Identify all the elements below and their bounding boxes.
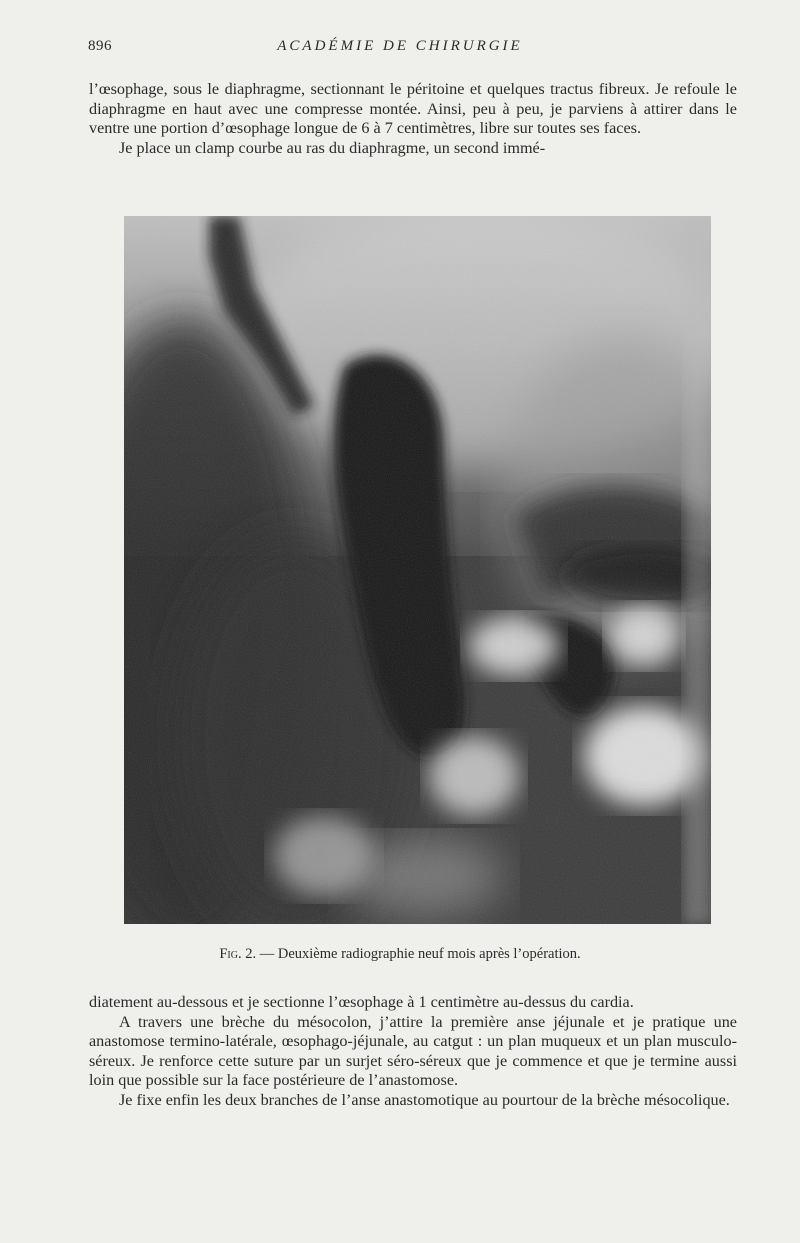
body-text-top <box>89 80 737 158</box>
figure-caption-text: — Deuxième radiographie neuf mois après l’opération. <box>256 946 581 962</box>
figure-label: Fig. 2. <box>219 946 257 962</box>
running-head: ACADÉMIE DE CHIRURGIE <box>277 38 523 54</box>
radiograph-image <box>124 216 711 924</box>
paragraph: diatement au-dessous et je sectionne l’œsophage à 1 centimètre au-dessus du cardia. <box>89 993 634 1011</box>
page-number: 896 <box>88 38 112 54</box>
paragraph: Je fixe enfin les deux branches de l’anse anastomotique au pourtour de la brèche mésocolique. <box>119 1090 730 1109</box>
figure-caption <box>0 946 800 963</box>
paragraph: l’œsophage, sous le diaphragme, sectionnant le péritoine et quelques tractus fibreux. Je refoule le diaphragme en haut avec une compresse montée. Ainsi, peu à peu, je parviens à attirer dans le ventre une portion d’œsophage longue de 6 à 7 centimètres, libre sur toutes ses faces. <box>89 80 737 138</box>
radiograph-drawing <box>124 216 711 924</box>
body-text-bottom <box>89 993 737 1111</box>
paragraph: Je place un clamp courbe au ras du diaphragme, un second immé- <box>119 138 546 157</box>
paragraph: A travers une brèche du mésocolon, j’attire la première anse jéjunale et je pratique une anastomose termino-latérale, œsophago-jéjunale, au catgut : un plan muqueux et un plan musculo-séreux. Je renforce cette suture par un surjet séro-séreux que je commence et que je termine aussi loin que possible sur la face postérieure de l’anastomose. <box>89 1012 737 1090</box>
